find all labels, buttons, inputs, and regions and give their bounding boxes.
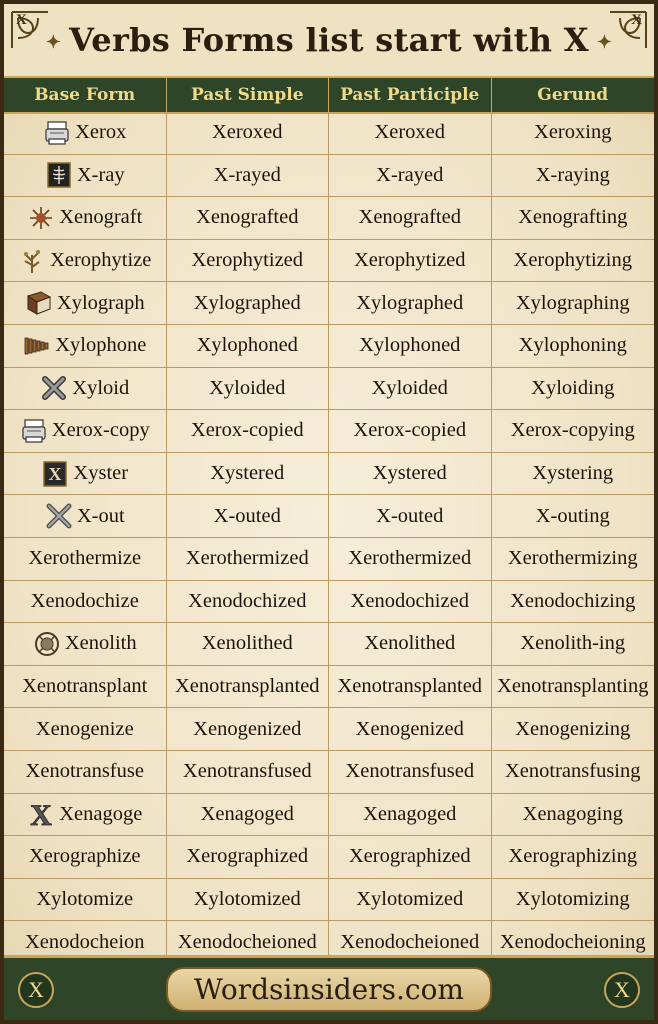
cell-base <box>4 197 167 239</box>
verb-gerund: Xenotransplanting <box>497 675 649 698</box>
table-row <box>4 325 654 368</box>
wood-x-icon <box>40 374 68 402</box>
cell-participle <box>329 836 492 878</box>
cell-gerund <box>492 240 655 282</box>
cell-gerund <box>492 453 655 495</box>
cell-base <box>4 495 167 537</box>
cell-past <box>167 410 330 452</box>
title-label: Verbs Forms list start with X <box>69 21 589 59</box>
verb-base: Xerox-copy <box>51 419 150 442</box>
cell-participle <box>329 155 492 197</box>
verb-participle: Xenotransfused <box>345 760 475 783</box>
verb-past: Xenogenized <box>193 717 302 740</box>
cell-gerund <box>492 112 655 154</box>
cell-participle <box>329 581 492 623</box>
verb-participle: Xerographized <box>348 845 471 868</box>
cell-gerund <box>492 325 655 367</box>
verb-gerund: X-raying <box>535 163 610 186</box>
rock-icon <box>33 630 61 658</box>
table-row <box>4 155 654 198</box>
verb-gerund: Xerographizing <box>508 845 638 868</box>
verb-gerund: X-outing <box>535 504 610 527</box>
verb-past: Xerophytized <box>191 249 304 272</box>
cell-base <box>4 325 167 367</box>
verb-participle: X-outed <box>376 504 444 527</box>
verb-base: Xenodocheion <box>24 930 145 953</box>
verb-participle: Xylographed <box>356 291 464 314</box>
cell-participle <box>329 538 492 580</box>
corner-ornament-left <box>8 8 68 68</box>
verb-past: Xeroxed <box>211 121 283 144</box>
verb-base: Xenotransfuse <box>25 760 144 783</box>
cell-gerund <box>492 282 655 324</box>
site-name: Wordsinsiders.com <box>166 967 492 1012</box>
verb-past: Xenodochized <box>188 589 307 612</box>
verb-past: Xenografted <box>196 206 299 229</box>
verb-past: X-outed <box>213 504 281 527</box>
xray-icon <box>45 161 73 189</box>
table-row <box>4 879 654 922</box>
verb-past: Xystered <box>210 462 285 485</box>
corner-ornament-right <box>590 8 650 68</box>
title-ornament-left-icon: ✦ <box>45 32 62 53</box>
table-row <box>4 751 654 794</box>
verb-base: Xenolith <box>64 632 137 655</box>
verb-past: Xenagoged <box>200 802 294 825</box>
verb-base: Xenogenize <box>35 717 134 740</box>
table-row <box>4 368 654 411</box>
verb-base: X-ray <box>76 163 125 186</box>
verb-gerund: Xyloiding <box>531 376 615 399</box>
verb-base: Xylotomize <box>36 887 134 910</box>
xylophone-icon <box>23 332 51 360</box>
copier-icon <box>43 119 71 147</box>
cell-participle <box>329 879 492 921</box>
cell-past <box>167 495 330 537</box>
verb-gerund: Xenogenizing <box>515 717 631 740</box>
verb-gerund: Xerothermizing <box>507 547 638 570</box>
title-ornament-right-icon: ✦ <box>596 32 613 53</box>
verb-participle: Xerothermized <box>348 547 472 570</box>
corner-x-left: X <box>16 12 27 28</box>
table-row <box>4 197 654 240</box>
footer-x-badge-right: X <box>604 972 640 1008</box>
verb-participle: Xenagoged <box>363 802 457 825</box>
x-cross-icon <box>45 502 73 530</box>
cell-gerund <box>492 410 655 452</box>
cell-past <box>167 453 330 495</box>
table-row <box>4 581 654 624</box>
cell-base <box>4 453 167 495</box>
cell-base <box>4 794 167 836</box>
table-row <box>4 240 654 283</box>
book-icon <box>25 289 53 317</box>
table-row <box>4 282 654 325</box>
title-banner <box>4 4 654 79</box>
cell-base <box>4 368 167 410</box>
cell-participle <box>329 197 492 239</box>
cell-past <box>167 708 330 750</box>
table-row <box>4 112 654 155</box>
cell-base <box>4 879 167 921</box>
verb-gerund: Xerophytizing <box>513 249 632 272</box>
table-row <box>4 538 654 581</box>
verb-base: Xylograph <box>56 291 145 314</box>
cell-participle <box>329 368 492 410</box>
cell-past <box>167 836 330 878</box>
verb-past: Xenotransplanted <box>174 675 320 698</box>
verb-base: X-out <box>76 504 125 527</box>
cell-gerund <box>492 581 655 623</box>
cell-gerund <box>492 666 655 708</box>
cell-base <box>4 155 167 197</box>
cell-gerund <box>492 836 655 878</box>
cell-base <box>4 112 167 154</box>
cell-participle <box>329 751 492 793</box>
table-row <box>4 794 654 837</box>
cell-past <box>167 368 330 410</box>
verb-past: Xylophoned <box>196 334 298 357</box>
verb-past: Xylotomized <box>193 887 301 910</box>
page-title <box>38 21 621 59</box>
table-row <box>4 623 654 666</box>
cell-participle <box>329 708 492 750</box>
verb-participle: Xenogenized <box>355 717 464 740</box>
verb-past: Xenodocheioned <box>177 930 317 953</box>
verb-base: Xerographize <box>28 845 141 868</box>
verb-gerund: Xenolith-ing <box>520 632 626 655</box>
verb-base: Xyster <box>73 462 129 485</box>
footer-x-badge-left: X <box>18 972 54 1008</box>
cell-gerund <box>492 794 655 836</box>
verb-past: Xerothermized <box>185 547 309 570</box>
cell-participle <box>329 623 492 665</box>
verb-past: Xyloided <box>209 376 286 399</box>
cell-gerund <box>492 495 655 537</box>
verb-participle: Xenografted <box>358 206 461 229</box>
cell-base <box>4 282 167 324</box>
verb-participle: Xylophoned <box>359 334 461 357</box>
verb-base: Xenagoge <box>59 802 143 825</box>
cell-base <box>4 581 167 623</box>
cell-gerund <box>492 751 655 793</box>
cell-past <box>167 282 330 324</box>
column-header-participle: Past Participle <box>329 78 492 112</box>
cell-past <box>167 538 330 580</box>
table-row <box>4 708 654 751</box>
verb-gerund: Xenodochizing <box>510 589 636 612</box>
graft-icon <box>27 204 55 232</box>
verb-gerund: Xenotransfusing <box>504 760 641 783</box>
cell-base <box>4 751 167 793</box>
verb-gerund: Xeroxing <box>534 121 612 144</box>
cell-base <box>4 623 167 665</box>
cell-gerund <box>492 538 655 580</box>
cell-gerund <box>492 879 655 921</box>
cell-participle <box>329 325 492 367</box>
cell-past <box>167 197 330 239</box>
verb-base: Xenograft <box>59 206 143 229</box>
cell-participle <box>329 666 492 708</box>
column-header-gerund: Gerund <box>537 85 609 105</box>
table-row <box>4 495 654 538</box>
verb-base: Xenodochize <box>30 589 139 612</box>
verb-base: Xerophytize <box>50 249 152 272</box>
cell-participle <box>329 282 492 324</box>
cell-past <box>167 751 330 793</box>
verb-participle: Xystered <box>372 462 447 485</box>
verb-past: Xenotransfused <box>182 760 312 783</box>
cell-past <box>167 623 330 665</box>
cell-base <box>4 836 167 878</box>
verb-gerund: Xylophoning <box>518 334 627 357</box>
verb-participle: Xeroxed <box>374 121 446 144</box>
verb-base: Xylophone <box>55 334 147 357</box>
verb-gerund: Xylographing <box>515 291 630 314</box>
table-row <box>4 666 654 709</box>
table-header <box>4 76 654 114</box>
cell-gerund <box>492 155 655 197</box>
cell-base <box>4 666 167 708</box>
svg-text:X: X <box>30 800 53 829</box>
verb-past: Xenolithed <box>201 632 293 655</box>
verb-participle: Xerox-copied <box>353 419 467 442</box>
verb-gerund: Xerox-copying <box>510 419 635 442</box>
cell-gerund <box>492 197 655 239</box>
cell-gerund <box>492 623 655 665</box>
cell-participle <box>329 495 492 537</box>
verb-participle: Xenodochized <box>350 589 469 612</box>
verb-table <box>4 112 654 964</box>
cell-participle <box>329 240 492 282</box>
verb-participle: Xyloided <box>371 376 448 399</box>
cell-participle <box>329 794 492 836</box>
column-header-base: Base Form <box>4 78 167 112</box>
x-letter-icon <box>27 800 55 828</box>
cell-past <box>167 794 330 836</box>
verb-gerund: Xenodocheioning <box>499 930 646 953</box>
verb-gerund: Xylotomizing <box>515 887 630 910</box>
cell-past <box>167 112 330 154</box>
verb-base: Xyloid <box>72 376 130 399</box>
verb-past: X-rayed <box>213 163 281 186</box>
cell-participle <box>329 410 492 452</box>
verb-participle: Xenolithed <box>364 632 456 655</box>
cell-base <box>4 240 167 282</box>
footer <box>4 955 654 1020</box>
verb-past: Xerox-copied <box>190 419 304 442</box>
table-row <box>4 410 654 453</box>
cell-base <box>4 708 167 750</box>
verb-gerund: Xystering <box>532 462 614 485</box>
cell-past <box>167 240 330 282</box>
verb-base: Xerox <box>75 121 127 144</box>
cell-past <box>167 879 330 921</box>
verb-past: Xylographed <box>193 291 301 314</box>
cell-base <box>4 538 167 580</box>
plant-icon <box>18 247 46 275</box>
verb-gerund: Xenagoging <box>522 802 623 825</box>
verb-base: Xerothermize <box>28 547 142 570</box>
verb-participle: Xerophytized <box>353 249 466 272</box>
copier-icon <box>20 417 48 445</box>
cell-base <box>4 410 167 452</box>
verb-past: Xerographized <box>186 845 309 868</box>
svg-text:X: X <box>48 463 62 484</box>
cell-participle <box>329 112 492 154</box>
x-box-icon <box>41 460 69 488</box>
verb-gerund: Xenografting <box>518 206 628 229</box>
cell-past <box>167 325 330 367</box>
table-row <box>4 453 654 496</box>
verb-participle: Xenodocheioned <box>340 930 480 953</box>
cell-past <box>167 581 330 623</box>
verb-participle: X-rayed <box>376 163 444 186</box>
cell-participle <box>329 453 492 495</box>
cell-past <box>167 666 330 708</box>
verb-base: Xenotransplant <box>22 675 148 698</box>
cell-gerund <box>492 708 655 750</box>
verb-participle: Xenotransplanted <box>337 675 483 698</box>
corner-x-right: X <box>631 12 642 28</box>
verb-participle: Xylotomized <box>356 887 464 910</box>
column-header-past: Past Simple <box>167 78 330 112</box>
table-row <box>4 836 654 879</box>
cell-gerund <box>492 368 655 410</box>
cell-past <box>167 155 330 197</box>
